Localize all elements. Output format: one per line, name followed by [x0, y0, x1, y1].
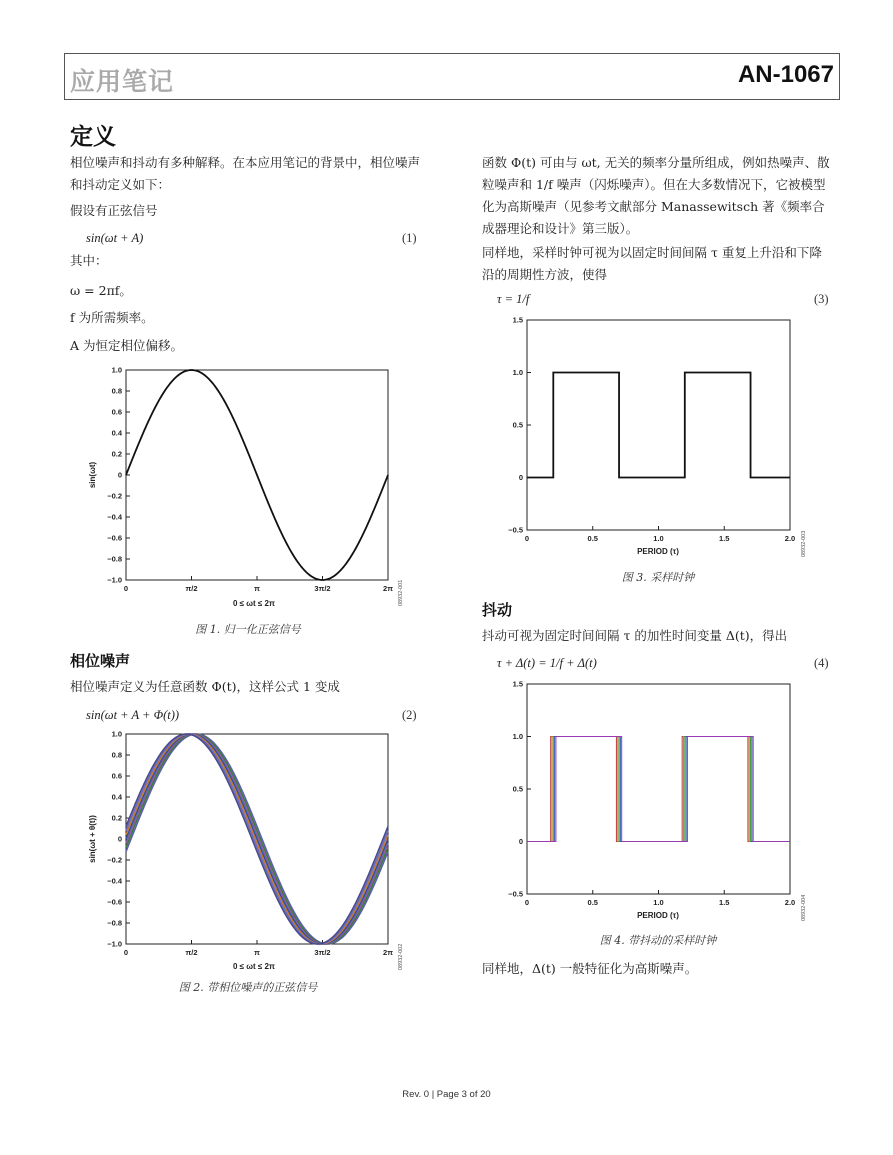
equation-2-number: (2): [402, 708, 417, 722]
header-doc-id: AN-1067: [737, 61, 834, 88]
right-para-3: 抖动可视为固定时间间隔 τ 的加性时间变量 Δ(t)，得出: [482, 628, 788, 643]
y-tick-label: 0.4: [111, 792, 122, 802]
y-tick-label: 0.2: [111, 813, 122, 823]
equation-3-number: (3): [814, 292, 829, 306]
page-footer: Rev. 0 | Page 3 of 20: [402, 1089, 491, 1100]
section-heading-jitter: 抖动: [482, 601, 513, 619]
figure-3-chart: [492, 312, 822, 562]
x-tick-label: 2π: [383, 948, 393, 957]
def-f: f 为所需频率。: [70, 310, 154, 325]
y-tick-label: 0.8: [111, 386, 122, 396]
figure-id: 08932-003: [801, 530, 807, 557]
x-tick-label: 0: [123, 584, 129, 593]
y-tick-label: −0.4: [107, 512, 122, 522]
equation-3: τ = 1/f: [497, 292, 530, 306]
left-para-2: 相位噪声定义为任意函数 Φ(t)，这样公式 1 变成: [70, 679, 340, 694]
y-tick-label: −0.6: [107, 897, 122, 907]
x-tick-label: π: [254, 948, 260, 957]
y-tick-label: −0.6: [107, 533, 122, 543]
y-tick-label: −0.2: [107, 855, 122, 865]
y-tick-label: 1.5: [512, 679, 523, 689]
y-axis-label: sin(ωt): [88, 461, 97, 489]
def-omega: ω = 2πf。: [70, 283, 132, 298]
x-tick-label: π/2: [185, 584, 198, 593]
section-heading-definition: 定义: [70, 124, 116, 150]
y-tick-label: 0: [117, 834, 122, 844]
x-tick-label: 0.5: [587, 898, 598, 907]
y-tick-label: 0: [117, 470, 122, 480]
x-tick-label: 3π/2: [314, 948, 331, 957]
x-tick-label: 3π/2: [314, 584, 331, 593]
x-tick-label: 2.0: [784, 534, 796, 543]
right-para-4: 同样地，Δ(t) 一般特征化为高斯噪声。: [482, 961, 698, 976]
def-a: A 为恒定相位偏移。: [70, 338, 184, 353]
y-tick-label: 0.8: [111, 750, 122, 760]
y-tick-label: 1.5: [512, 315, 523, 325]
x-tick-label: 1.0: [653, 898, 664, 907]
x-tick-label: 1.5: [719, 898, 730, 907]
y-tick-label: 1.0: [512, 368, 523, 377]
y-tick-label: 1.0: [512, 732, 523, 741]
x-tick-label: 0: [524, 534, 530, 543]
y-tick-label: −0.8: [107, 554, 122, 564]
sine-series: [126, 370, 388, 580]
y-tick-label: −1.0: [107, 575, 122, 585]
figure-3-caption: 图 3. 采样时钟: [621, 571, 695, 584]
x-tick-label: 1.5: [719, 534, 730, 543]
x-tick-label: 0: [123, 948, 129, 957]
figure-id: 08932-004: [801, 894, 807, 921]
y-tick-label: −0.5: [508, 525, 523, 535]
x-tick-label: 2π: [383, 584, 393, 593]
equation-1: sin(ωt + A): [86, 231, 144, 245]
equation-2: sin(ωt + A + Φ(t)): [86, 708, 180, 722]
left-para-1: 相位噪声和抖动有多种解释。在本应用笔记的背景中，相位噪声和抖动定义如下：: [70, 155, 421, 192]
x-axis-label: PERIOD (τ): [637, 547, 679, 556]
y-tick-label: −0.8: [107, 918, 122, 928]
figure-id: 08932-001: [398, 579, 404, 606]
x-tick-label: 0: [524, 898, 530, 907]
equation-4-number: (4): [814, 656, 829, 670]
x-tick-label: 0.5: [587, 534, 598, 543]
figure-2-caption: 图 2. 带相位噪声的正弦信号: [178, 981, 318, 994]
jittered-clock-series: [527, 737, 790, 842]
x-tick-label: 2.0: [784, 898, 796, 907]
y-tick-label: −1.0: [107, 939, 122, 949]
x-tick-label: π: [254, 584, 260, 593]
figure-id: 08932-002: [398, 943, 404, 970]
equation-4: τ + Δ(t) = 1/f + Δ(t): [497, 656, 597, 670]
figure-4-caption: 图 4. 带抖动的采样时钟: [599, 934, 717, 947]
y-tick-label: 1.0: [111, 365, 122, 375]
y-tick-label: −0.4: [107, 876, 122, 886]
x-tick-label: 1.0: [653, 534, 664, 543]
figure-1-caption: 图 1. 归一化正弦信号: [195, 623, 301, 636]
x-axis-label: 0 ≤ ωt ≤ 2π: [232, 599, 276, 608]
y-tick-label: 0.5: [512, 420, 523, 430]
y-tick-label: 1.0: [111, 729, 122, 739]
x-axis-label: 0 ≤ ωt ≤ 2π: [232, 962, 276, 971]
figure-4-chart: [492, 676, 822, 926]
y-tick-label: −0.5: [508, 889, 523, 899]
figure-1-chart: [82, 360, 422, 615]
y-tick-label: 0.5: [512, 784, 523, 794]
y-axis-label: sin(ωt + θ(t)): [88, 815, 97, 863]
figure-2-chart: [82, 726, 422, 974]
y-tick-label: 0.6: [111, 771, 122, 781]
y-tick-label: 0.2: [111, 449, 122, 459]
x-tick-label: π/2: [185, 948, 198, 957]
clock-series: [527, 373, 790, 478]
left-where: 其中：: [70, 253, 108, 268]
noisy-sine-series: [126, 734, 388, 944]
x-axis-label: PERIOD (τ): [637, 911, 679, 920]
equation-1-number: (1): [402, 231, 417, 245]
y-tick-label: 0: [518, 837, 523, 846]
y-tick-label: −0.2: [107, 491, 122, 501]
y-tick-label: 0.4: [111, 428, 122, 438]
y-tick-label: 0: [518, 473, 523, 482]
right-para-2: 同样地，采样时钟可视为以固定时间间隔 τ 重复上升沿和下降沿的周期性方波，使得: [482, 245, 822, 282]
section-heading-phase-noise: 相位噪声: [70, 652, 131, 670]
right-para-1: 函数 Φ(t) 可由与 ωt, 无关的频率分量所组成，例如热噪声、散粒噪声和 1/f 噪声（闪烁噪声）。但在大多数情况下，它被模型化为高斯噪声（见参考文献部分 Manassewitsch 著《频率合成器理论和设计》第三版）。: [482, 155, 830, 236]
header-title: 应用笔记: [70, 67, 175, 96]
left-assume: 假设有正弦信号: [70, 203, 158, 218]
y-tick-label: 0.6: [111, 407, 122, 417]
